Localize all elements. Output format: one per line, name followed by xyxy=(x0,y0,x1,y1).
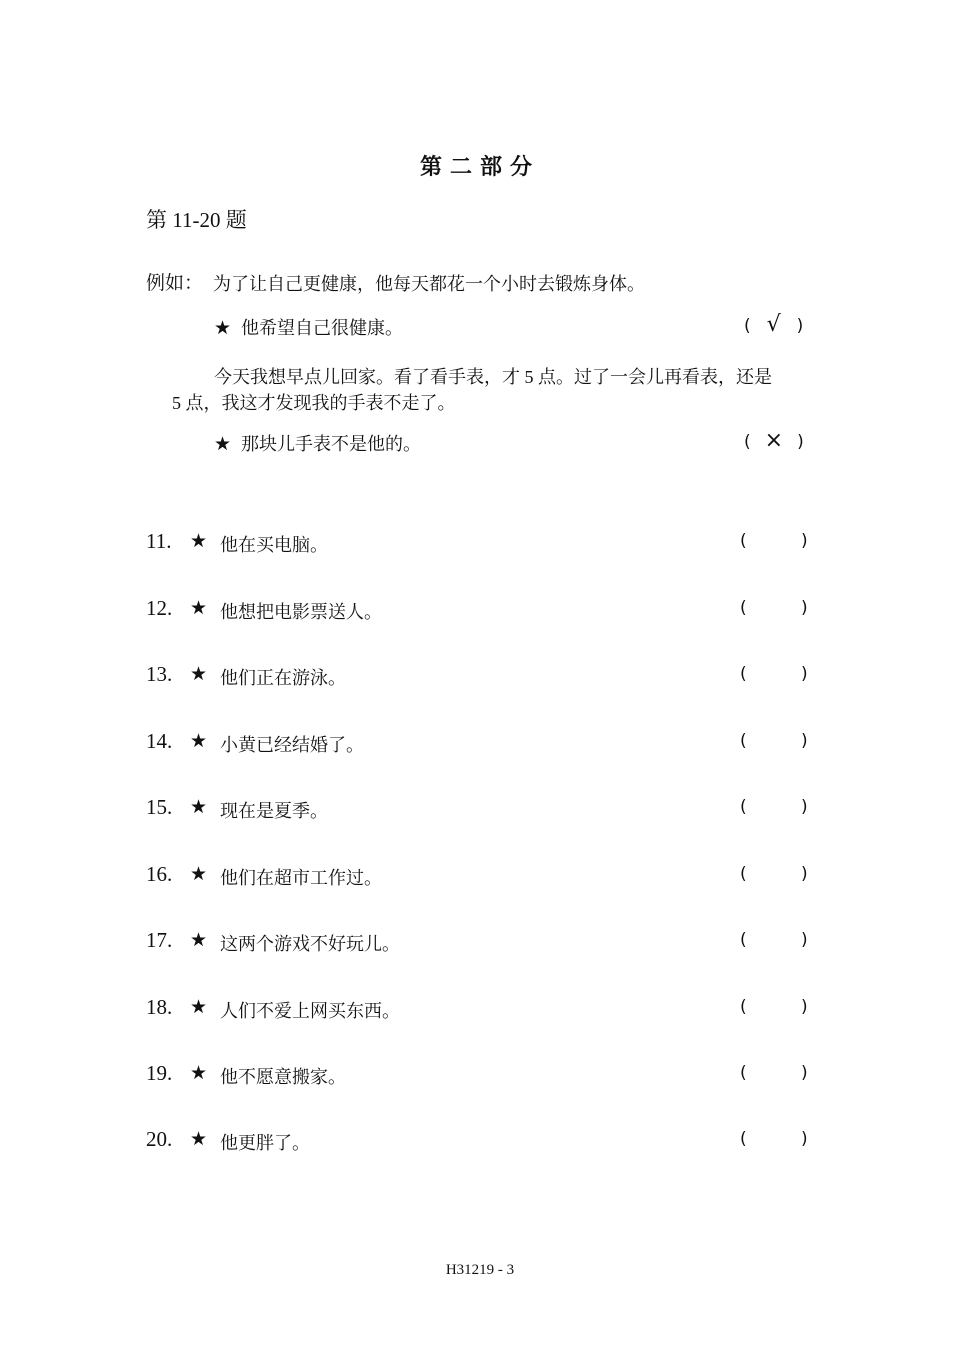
question-text: 他们在超市工作过。 xyxy=(220,868,382,888)
answer-paren-close[interactable]: ) xyxy=(801,531,808,551)
star-icon: ★ xyxy=(214,317,232,339)
example-statement-2 xyxy=(214,430,421,456)
answer-paren-close[interactable]: ) xyxy=(801,864,808,884)
answer-paren-close[interactable]: ) xyxy=(801,598,808,618)
question-range: 第 11-20 题 xyxy=(146,208,247,232)
paren-close: ) xyxy=(797,432,804,452)
answer-paren-close[interactable]: ) xyxy=(801,797,808,817)
star-icon: ★ xyxy=(190,730,208,752)
answer-paren-open[interactable]: ( xyxy=(740,1129,747,1149)
star-icon: ★ xyxy=(190,863,208,885)
answer-paren-close[interactable]: ) xyxy=(801,1129,808,1149)
answer-paren-open[interactable]: ( xyxy=(740,930,747,950)
question-number: 19. xyxy=(146,1061,173,1085)
example-statement-1-text: 他希望自己很健康。 xyxy=(241,318,404,338)
question-text: 他更胖了。 xyxy=(220,1133,310,1153)
answer-paren-open[interactable]: ( xyxy=(740,664,747,684)
question-text: 小黄已经结婚了。 xyxy=(220,735,364,755)
example-label: 例如： xyxy=(146,273,204,294)
answer-paren-open[interactable]: ( xyxy=(740,797,747,817)
page-footer: H31219 - 3 xyxy=(445,1262,515,1278)
example-passage-line-2: 5 点，我这才发现我的手表不走了。 xyxy=(172,393,456,413)
section-title: 第二部分 xyxy=(419,155,540,180)
question-text: 人们不爱上网买东西。 xyxy=(220,1001,400,1021)
question-number: 12. xyxy=(146,596,173,620)
question-text: 他想把电影票送人。 xyxy=(220,602,382,622)
answer-paren-open[interactable]: ( xyxy=(740,598,747,618)
example-sentence: 为了让自己更健康，他每天都花一个小时去锻炼身体。 xyxy=(213,274,645,294)
answer-paren-close[interactable]: ) xyxy=(801,731,808,751)
example-statement-1 xyxy=(214,314,403,340)
paren-open: ( xyxy=(744,432,751,452)
answer-paren-open[interactable]: ( xyxy=(740,997,747,1017)
star-icon: ★ xyxy=(190,597,208,619)
cross-mark-icon: × xyxy=(764,428,784,453)
question-number: 14. xyxy=(146,729,173,753)
star-icon: ★ xyxy=(190,796,208,818)
example-passage xyxy=(172,364,772,416)
check-mark-icon: √ xyxy=(766,312,781,337)
star-icon: ★ xyxy=(190,929,208,951)
answer-paren-open[interactable]: ( xyxy=(740,731,747,751)
question-number: 11. xyxy=(146,529,172,553)
answer-paren-open[interactable]: ( xyxy=(740,1063,747,1083)
question-text: 他在买电脑。 xyxy=(220,535,328,555)
question-number: 17. xyxy=(146,928,173,952)
answer-paren-close[interactable]: ) xyxy=(801,664,808,684)
example-statement-2-text: 那块儿手表不是他的。 xyxy=(241,434,422,454)
star-icon: ★ xyxy=(190,530,208,552)
star-icon: ★ xyxy=(190,996,208,1018)
question-number: 13. xyxy=(146,662,173,686)
star-icon: ★ xyxy=(190,663,208,685)
answer-paren-open[interactable]: ( xyxy=(740,531,747,551)
paren-open: ( xyxy=(744,316,751,336)
example-passage-line-1: 今天我想早点儿回家。看了看手表，才 5 点。过了一会儿再看表，还是 xyxy=(214,367,772,387)
answer-paren-close[interactable]: ) xyxy=(801,997,808,1017)
question-text: 他们正在游泳。 xyxy=(220,668,346,688)
question-text: 现在是夏季。 xyxy=(220,801,328,821)
question-text: 这两个游戏不好玩儿。 xyxy=(220,934,400,954)
example-answer-2 xyxy=(744,428,804,453)
question-text: 他不愿意搬家。 xyxy=(220,1067,346,1087)
answer-paren-open[interactable]: ( xyxy=(740,864,747,884)
question-number: 15. xyxy=(146,795,173,819)
question-number: 20. xyxy=(146,1127,173,1151)
star-icon: ★ xyxy=(190,1062,208,1084)
star-icon: ★ xyxy=(214,433,232,455)
star-icon: ★ xyxy=(190,1128,208,1150)
question-number: 18. xyxy=(146,995,173,1019)
answer-paren-close[interactable]: ) xyxy=(801,930,808,950)
example-answer-1 xyxy=(744,312,803,337)
paren-close: ) xyxy=(796,316,804,336)
question-number: 16. xyxy=(146,862,173,886)
answer-paren-close[interactable]: ) xyxy=(801,1063,808,1083)
